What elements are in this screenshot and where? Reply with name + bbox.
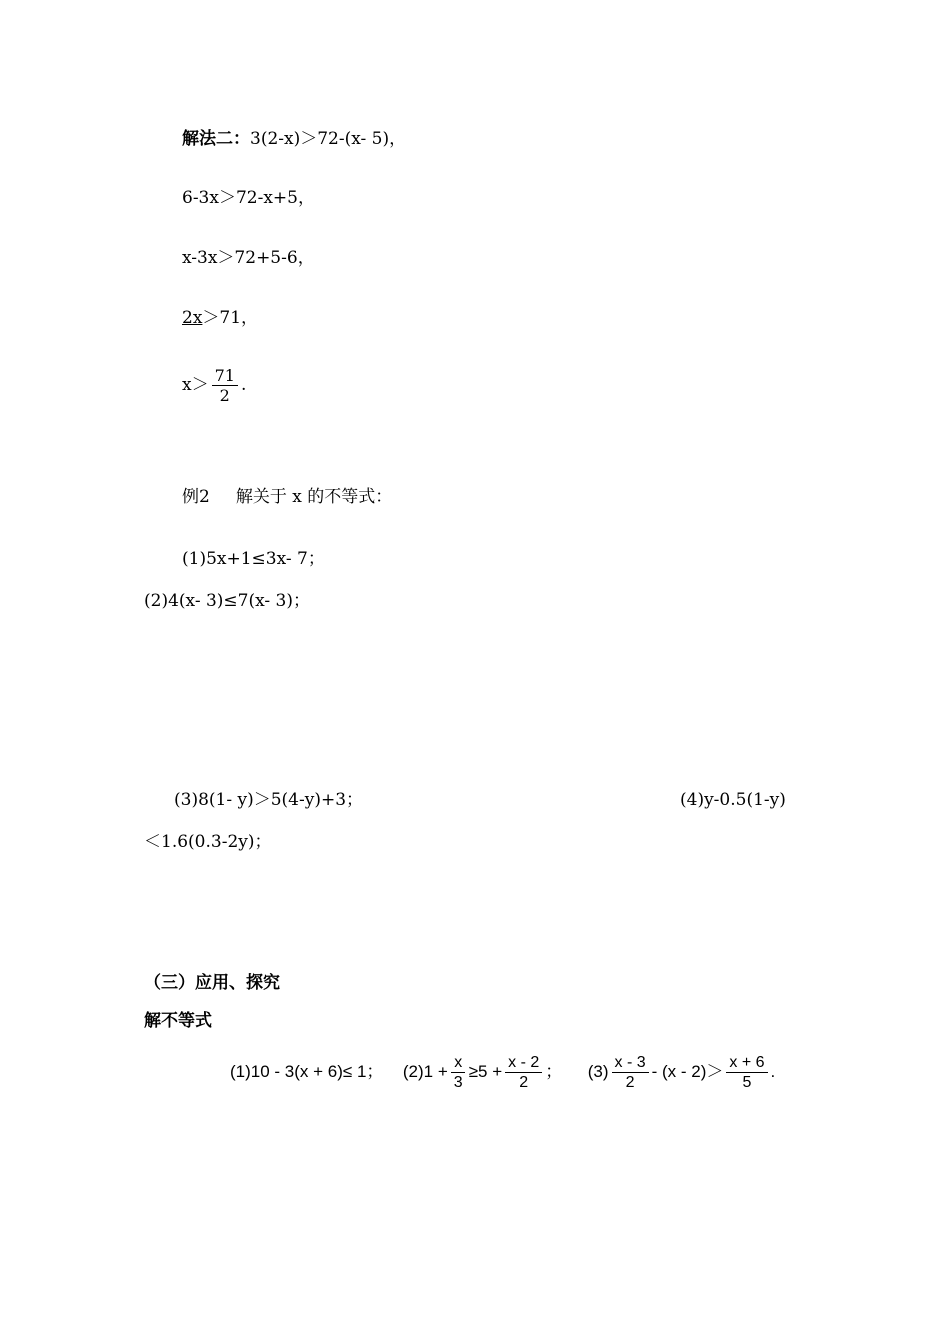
fraction-numerator: x - 2 [505, 1053, 542, 1073]
exercise-3-part-c: . [770, 1062, 776, 1081]
solution-2-step-5 [182, 366, 246, 405]
fraction-denominator: 3 [453, 1074, 463, 1092]
exercise-2-part-a: (2)1 + [402, 1062, 448, 1081]
step-1-text: 3(2-x)＞72-(x- 5)， [250, 129, 407, 149]
example-2-problem-3: (3)8(1- y)＞5(4-y)+3； [174, 790, 364, 810]
exercise-1: (1)10 - 3(x + 6)≤ 1； [230, 1062, 384, 1081]
fraction-71-over-2 [212, 366, 238, 405]
exercise-2-part-b: ≥5 + [468, 1062, 503, 1081]
exercise-2-part-c: ； [545, 1062, 563, 1081]
step-5-suffix: . [240, 375, 247, 395]
exercise-3-fraction-2 [726, 1053, 767, 1092]
exercise-3-part-b: - (x - 2)＞ [651, 1062, 724, 1081]
exercise-3-part-a: (3) [587, 1062, 609, 1081]
section-3-heading: （三）应用、探究 [144, 973, 280, 993]
underlined-term: 2x [182, 308, 203, 328]
fraction-numerator: 71 [212, 366, 238, 386]
solution-2-label: 解法二： [182, 129, 250, 149]
fraction-denominator: 5 [742, 1074, 752, 1092]
exercise-2-fraction-2 [505, 1053, 542, 1092]
solution-2-step-4 [182, 307, 258, 329]
solution-2-step-2: 6-3x＞72-x+5， [182, 188, 315, 208]
example-2-problem-1: (1)5x+1≤3x- 7； [182, 549, 325, 569]
fraction-numerator: x - 3 [612, 1053, 649, 1073]
solution-2-step-3: x-3x＞72+5-6， [182, 248, 315, 268]
section-3-subheading: 解不等式 [144, 1011, 212, 1031]
step-5-prefix: x＞ [182, 375, 209, 395]
example-2-problem-4-end: ＜1.6(0.3-2y)； [144, 832, 272, 852]
exercise-2-fraction-1 [451, 1053, 466, 1092]
example-2-prompt: 解关于 x 的不等式： [235, 487, 393, 507]
example-2-problem-4-start: (4)y-0.5(1-y) [680, 790, 786, 810]
solution-2-step-1 [182, 128, 406, 150]
fraction-denominator: 2 [625, 1074, 635, 1092]
fraction-denominator: 2 [219, 386, 230, 405]
exercise-3-fraction-1 [612, 1053, 649, 1092]
step-4-rest: ＞71， [202, 308, 259, 328]
fraction-numerator: x + 6 [726, 1053, 767, 1073]
fraction-numerator: x [451, 1053, 465, 1073]
fraction-denominator: 2 [519, 1074, 529, 1092]
example-2-title: 例2 [182, 487, 210, 507]
example-2-problem-2: (2)4(x- 3)≤7(x- 3)； [144, 591, 310, 611]
section-3-exercises [230, 1050, 775, 1094]
example-2-heading [182, 486, 392, 508]
